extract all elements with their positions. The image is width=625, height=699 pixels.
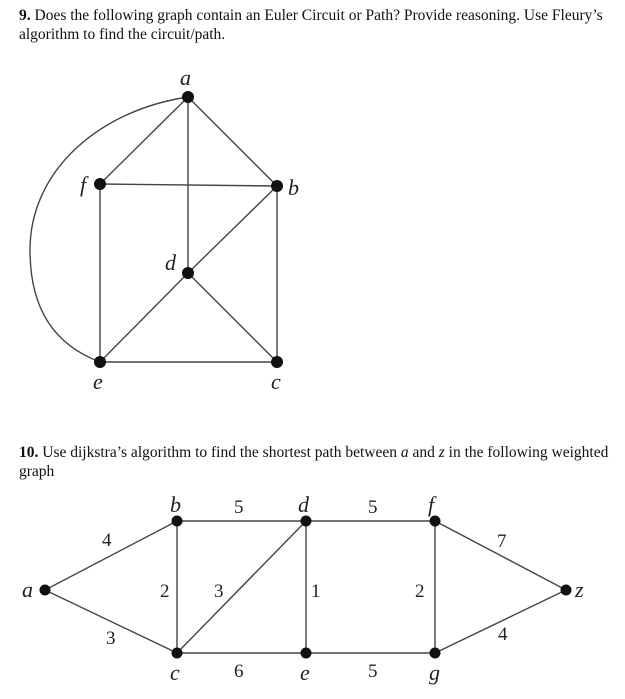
vertex-label-b: b bbox=[288, 175, 299, 200]
weight-d-c: 3 bbox=[214, 581, 224, 602]
question-10-var-a: a bbox=[400, 444, 409, 461]
vertex-b bbox=[172, 516, 183, 527]
vertex-label-z: z bbox=[575, 577, 584, 602]
vertex-label-d: d bbox=[298, 492, 309, 517]
weight-d-f: 5 bbox=[368, 497, 378, 518]
vertex-label-a: a bbox=[22, 577, 33, 602]
vertex-f bbox=[430, 516, 441, 527]
vertex-label-f: f bbox=[428, 492, 435, 517]
weight-a-b: 4 bbox=[102, 530, 112, 551]
vertex-label-e: e bbox=[300, 660, 310, 685]
vertex-d bbox=[301, 516, 312, 527]
weight-f-g: 2 bbox=[415, 581, 425, 602]
vertex-label-f: f bbox=[80, 172, 87, 197]
question-9-number: 9. bbox=[19, 7, 31, 24]
vertex-label-d: d bbox=[165, 250, 176, 275]
vertex-label-e: e bbox=[93, 369, 103, 394]
vertex-label-a: a bbox=[180, 65, 191, 90]
vertex-label-c: c bbox=[170, 660, 180, 685]
question-10-number: 10. bbox=[19, 444, 39, 461]
vertex-label-g: g bbox=[429, 660, 440, 685]
vertex-e bbox=[301, 648, 312, 659]
edge-d-c bbox=[177, 521, 306, 653]
weight-g-z: 4 bbox=[498, 624, 508, 645]
vertex-g bbox=[430, 648, 441, 659]
vertex-label-b: b bbox=[170, 492, 181, 517]
weight-c-e: 6 bbox=[234, 661, 244, 682]
vertex-c bbox=[172, 648, 183, 659]
weight-a-c: 3 bbox=[106, 628, 116, 649]
question-9-text: Does the following graph contain an Euler Circuit or Path? Provide reasoning. Use Fleury’s algorithm to find the circuit/path. bbox=[19, 7, 603, 43]
question-10-text-mid: and bbox=[408, 444, 439, 461]
weight-b-d: 5 bbox=[234, 497, 244, 518]
weight-e-g: 5 bbox=[368, 661, 378, 682]
question-10-var-z: z bbox=[438, 444, 445, 461]
vertex-z bbox=[561, 585, 572, 596]
question-10-text-pre: Use dijkstra’s algorithm to find the shortest path between bbox=[38, 444, 401, 461]
weight-d-e: 1 bbox=[311, 581, 321, 602]
weight-f-z: 7 bbox=[497, 531, 507, 552]
vertex-a bbox=[40, 585, 51, 596]
weight-b-c: 2 bbox=[160, 581, 170, 602]
question-10-text-post: in the following weighted graph bbox=[19, 444, 609, 480]
vertex-label-c: c bbox=[271, 369, 281, 394]
